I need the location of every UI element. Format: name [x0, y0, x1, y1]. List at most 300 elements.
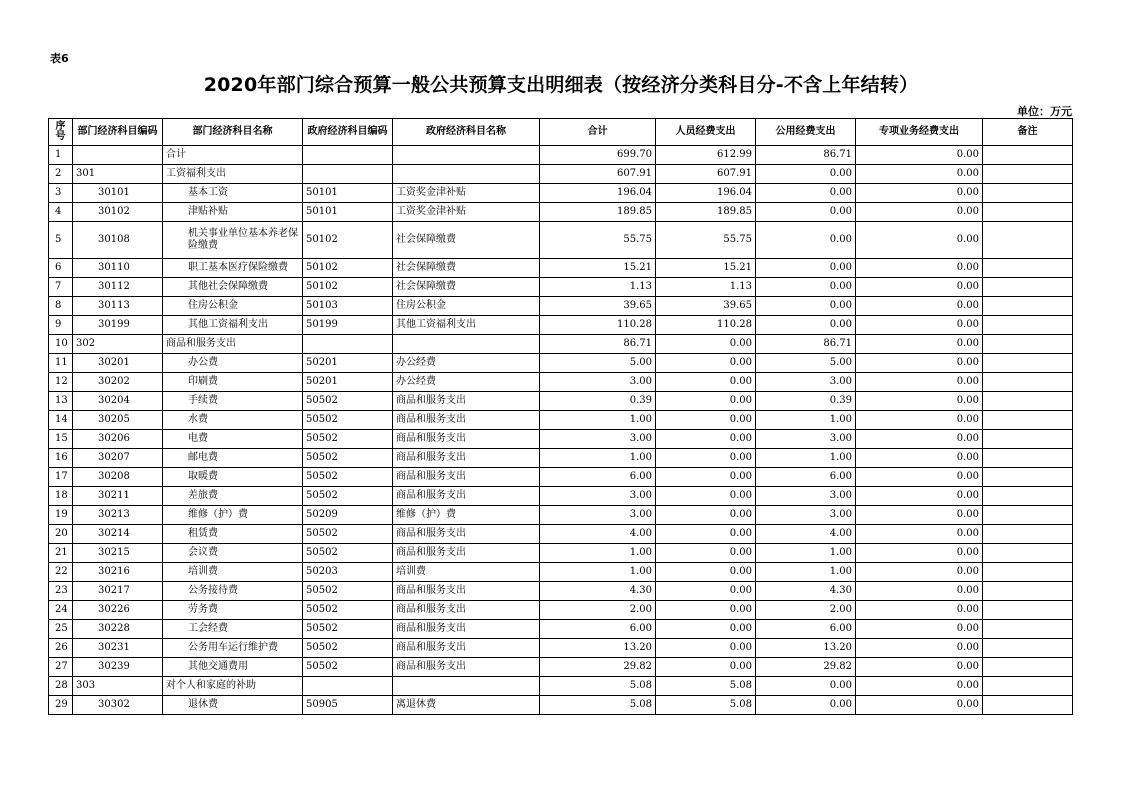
- table-row: [49, 601, 1073, 620]
- cell-special: 0.00: [856, 165, 983, 184]
- cell-dept-name: 其他工资福利支出: [163, 316, 303, 335]
- cell-public: 6.00: [756, 620, 856, 639]
- cell-dept-code: 30216: [73, 563, 163, 582]
- cell-public: 2.00: [756, 601, 856, 620]
- cell-dept-code: 30211: [73, 487, 163, 506]
- cell-personnel: 0.00: [656, 430, 756, 449]
- cell-special: 0.00: [856, 639, 983, 658]
- cell-gov-name: 商品和服务支出: [393, 544, 540, 563]
- cell-note: [983, 411, 1073, 430]
- header-note: 备注: [983, 119, 1073, 146]
- cell-special: 0.00: [856, 354, 983, 373]
- cell-dept-name: 公务用车运行维护费: [163, 639, 303, 658]
- cell-public: 0.00: [756, 278, 856, 297]
- cell-dept-code: 30201: [73, 354, 163, 373]
- cell-dept-code: 30102: [73, 203, 163, 222]
- cell-personnel: 0.00: [656, 411, 756, 430]
- cell-note: [983, 601, 1073, 620]
- cell-dept-code: 30215: [73, 544, 163, 563]
- table-row: [49, 563, 1073, 582]
- cell-seq: 9: [49, 316, 73, 335]
- cell-dept-code: 30207: [73, 449, 163, 468]
- cell-note: [983, 639, 1073, 658]
- cell-dept-name: 商品和服务支出: [163, 335, 303, 354]
- cell-total: 1.00: [540, 411, 656, 430]
- cell-gov-name: 社会保障缴费: [393, 259, 540, 278]
- cell-dept-code: 30110: [73, 259, 163, 278]
- cell-dept-code: 30113: [73, 297, 163, 316]
- cell-public: 1.00: [756, 411, 856, 430]
- cell-gov-code: 50199: [303, 316, 393, 335]
- table-row: [49, 696, 1073, 715]
- cell-special: 0.00: [856, 392, 983, 411]
- cell-personnel: 0.00: [656, 525, 756, 544]
- cell-gov-code: 50502: [303, 658, 393, 677]
- cell-public: 0.00: [756, 316, 856, 335]
- cell-public: 1.00: [756, 563, 856, 582]
- cell-gov-code: 50905: [303, 696, 393, 715]
- cell-personnel: 0.00: [656, 582, 756, 601]
- cell-personnel: 15.21: [656, 259, 756, 278]
- cell-public: 3.00: [756, 506, 856, 525]
- cell-special: 0.00: [856, 582, 983, 601]
- cell-note: [983, 677, 1073, 696]
- cell-dept-code: 301: [73, 165, 163, 184]
- cell-personnel: 0.00: [656, 506, 756, 525]
- cell-dept-name: 对个人和家庭的补助: [163, 677, 303, 696]
- page-title: 2020年部门综合预算一般公共预算支出明细表（按经济分类科目分-不含上年结转）: [203, 74, 919, 96]
- cell-note: [983, 582, 1073, 601]
- cell-dept-name: 职工基本医疗保险缴费: [163, 259, 303, 278]
- cell-note: [983, 563, 1073, 582]
- cell-gov-name: 商品和服务支出: [393, 601, 540, 620]
- cell-gov-code: [303, 677, 393, 696]
- table-row: [49, 677, 1073, 696]
- cell-note: [983, 146, 1073, 165]
- cell-special: 0.00: [856, 620, 983, 639]
- cell-total: 1.00: [540, 449, 656, 468]
- table-row: [49, 449, 1073, 468]
- cell-gov-name: 住房公积金: [393, 297, 540, 316]
- cell-gov-code: 50502: [303, 639, 393, 658]
- cell-public: 3.00: [756, 487, 856, 506]
- cell-public: 0.00: [756, 222, 856, 259]
- table-row: [49, 222, 1073, 259]
- cell-total: 2.00: [540, 601, 656, 620]
- header-seq: 序号: [49, 119, 73, 146]
- table-row: [49, 411, 1073, 430]
- table-row: [49, 354, 1073, 373]
- cell-total: 189.85: [540, 203, 656, 222]
- cell-gov-name: 工资奖金津补贴: [393, 203, 540, 222]
- header-dept-name: 部门经济科目名称: [163, 119, 303, 146]
- table-row: [49, 506, 1073, 525]
- header-dept-code: 部门经济科目编码: [73, 119, 163, 146]
- cell-gov-name: [393, 146, 540, 165]
- cell-personnel: 55.75: [656, 222, 756, 259]
- cell-special: 0.00: [856, 278, 983, 297]
- cell-dept-name: 手续费: [163, 392, 303, 411]
- cell-public: 0.00: [756, 297, 856, 316]
- cell-total: 5.08: [540, 696, 656, 715]
- cell-seq: 25: [49, 620, 73, 639]
- cell-dept-code: 30228: [73, 620, 163, 639]
- cell-seq: 26: [49, 639, 73, 658]
- cell-gov-name: 商品和服务支出: [393, 392, 540, 411]
- table-row: [49, 639, 1073, 658]
- cell-total: 29.82: [540, 658, 656, 677]
- cell-dept-code: [73, 146, 163, 165]
- cell-gov-name: 培训费: [393, 563, 540, 582]
- cell-gov-code: 50101: [303, 184, 393, 203]
- header-special: 专项业务经费支出: [856, 119, 983, 146]
- cell-public: 4.30: [756, 582, 856, 601]
- cell-personnel: 0.00: [656, 335, 756, 354]
- cell-personnel: 0.00: [656, 601, 756, 620]
- cell-public: 13.20: [756, 639, 856, 658]
- cell-seq: 8: [49, 297, 73, 316]
- table-row: [49, 487, 1073, 506]
- cell-note: [983, 354, 1073, 373]
- cell-special: 0.00: [856, 203, 983, 222]
- cell-gov-name: [393, 165, 540, 184]
- cell-gov-name: 商品和服务支出: [393, 525, 540, 544]
- cell-seq: 12: [49, 373, 73, 392]
- table-row: [49, 278, 1073, 297]
- cell-note: [983, 696, 1073, 715]
- cell-note: [983, 278, 1073, 297]
- cell-gov-name: 商品和服务支出: [393, 468, 540, 487]
- cell-gov-name: 商品和服务支出: [393, 449, 540, 468]
- cell-dept-name: 取暖费: [163, 468, 303, 487]
- cell-gov-name: [393, 335, 540, 354]
- cell-special: 0.00: [856, 601, 983, 620]
- cell-public: 6.00: [756, 468, 856, 487]
- cell-note: [983, 259, 1073, 278]
- cell-gov-name: 工资奖金津补贴: [393, 184, 540, 203]
- cell-dept-code: 30239: [73, 658, 163, 677]
- table-row: [49, 544, 1073, 563]
- table-row: [49, 335, 1073, 354]
- cell-total: 699.70: [540, 146, 656, 165]
- cell-gov-code: 50502: [303, 525, 393, 544]
- table-row: [49, 392, 1073, 411]
- cell-gov-name: [393, 677, 540, 696]
- cell-dept-code: 30202: [73, 373, 163, 392]
- cell-gov-name: 离退休费: [393, 696, 540, 715]
- cell-seq: 27: [49, 658, 73, 677]
- cell-public: 0.00: [756, 165, 856, 184]
- cell-gov-name: 商品和服务支出: [393, 620, 540, 639]
- cell-public: 5.00: [756, 354, 856, 373]
- cell-note: [983, 525, 1073, 544]
- header-gov-code: 政府经济科目编码: [303, 119, 393, 146]
- cell-total: 0.39: [540, 392, 656, 411]
- cell-note: [983, 373, 1073, 392]
- cell-special: 0.00: [856, 563, 983, 582]
- cell-public: 0.00: [756, 677, 856, 696]
- cell-dept-name: 水费: [163, 411, 303, 430]
- cell-total: 4.00: [540, 525, 656, 544]
- cell-seq: 29: [49, 696, 73, 715]
- cell-total: 3.00: [540, 506, 656, 525]
- cell-public: 1.00: [756, 544, 856, 563]
- cell-seq: 20: [49, 525, 73, 544]
- cell-special: 0.00: [856, 449, 983, 468]
- cell-personnel: 196.04: [656, 184, 756, 203]
- budget-table: [48, 118, 1073, 715]
- cell-public: 0.00: [756, 203, 856, 222]
- cell-gov-code: 50502: [303, 620, 393, 639]
- cell-seq: 17: [49, 468, 73, 487]
- cell-seq: 28: [49, 677, 73, 696]
- cell-personnel: 612.99: [656, 146, 756, 165]
- cell-personnel: 0.00: [656, 354, 756, 373]
- cell-gov-name: 社会保障缴费: [393, 222, 540, 259]
- cell-note: [983, 222, 1073, 259]
- cell-seq: 6: [49, 259, 73, 278]
- cell-personnel: 110.28: [656, 316, 756, 335]
- cell-note: [983, 620, 1073, 639]
- cell-note: [983, 544, 1073, 563]
- cell-dept-name: 办公费: [163, 354, 303, 373]
- cell-dept-name: 工会经费: [163, 620, 303, 639]
- cell-public: 29.82: [756, 658, 856, 677]
- cell-gov-code: 50203: [303, 563, 393, 582]
- cell-public: 3.00: [756, 430, 856, 449]
- cell-special: 0.00: [856, 430, 983, 449]
- cell-total: 4.30: [540, 582, 656, 601]
- cell-dept-name: 劳务费: [163, 601, 303, 620]
- cell-seq: 11: [49, 354, 73, 373]
- table-row: [49, 184, 1073, 203]
- cell-seq: 4: [49, 203, 73, 222]
- cell-special: 0.00: [856, 146, 983, 165]
- cell-special: 0.00: [856, 411, 983, 430]
- table-label: 表6: [50, 52, 69, 65]
- cell-dept-code: 302: [73, 335, 163, 354]
- cell-seq: 19: [49, 506, 73, 525]
- table-body: [49, 146, 1073, 715]
- cell-note: [983, 165, 1073, 184]
- cell-note: [983, 203, 1073, 222]
- unit-label: 单位：万元: [1017, 105, 1072, 118]
- cell-gov-code: 50502: [303, 601, 393, 620]
- cell-public: 0.39: [756, 392, 856, 411]
- cell-special: 0.00: [856, 468, 983, 487]
- cell-seq: 15: [49, 430, 73, 449]
- cell-seq: 5: [49, 222, 73, 259]
- cell-personnel: 0.00: [656, 449, 756, 468]
- header-personnel: 人员经费支出: [656, 119, 756, 146]
- table-row: [49, 259, 1073, 278]
- table-row: [49, 430, 1073, 449]
- cell-total: 196.04: [540, 184, 656, 203]
- cell-gov-code: 50209: [303, 506, 393, 525]
- cell-total: 1.13: [540, 278, 656, 297]
- cell-special: 0.00: [856, 335, 983, 354]
- cell-dept-name: 电费: [163, 430, 303, 449]
- cell-gov-name: 维修（护）费: [393, 506, 540, 525]
- cell-dept-name: 租赁费: [163, 525, 303, 544]
- cell-personnel: 5.08: [656, 696, 756, 715]
- cell-total: 5.08: [540, 677, 656, 696]
- cell-dept-name: 差旅费: [163, 487, 303, 506]
- cell-gov-code: 50102: [303, 259, 393, 278]
- cell-dept-name: 印刷费: [163, 373, 303, 392]
- cell-public: 3.00: [756, 373, 856, 392]
- cell-seq: 1: [49, 146, 73, 165]
- cell-gov-code: 50502: [303, 487, 393, 506]
- cell-personnel: 0.00: [656, 563, 756, 582]
- cell-dept-code: 30206: [73, 430, 163, 449]
- cell-public: 4.00: [756, 525, 856, 544]
- cell-total: 39.65: [540, 297, 656, 316]
- cell-gov-code: 50502: [303, 392, 393, 411]
- cell-seq: 18: [49, 487, 73, 506]
- cell-note: [983, 449, 1073, 468]
- cell-special: 0.00: [856, 544, 983, 563]
- cell-special: 0.00: [856, 297, 983, 316]
- cell-gov-code: 50502: [303, 468, 393, 487]
- cell-seq: 22: [49, 563, 73, 582]
- cell-dept-name: 会议费: [163, 544, 303, 563]
- cell-total: 607.91: [540, 165, 656, 184]
- cell-dept-code: 30214: [73, 525, 163, 544]
- table-row: [49, 582, 1073, 601]
- cell-gov-name: 商品和服务支出: [393, 430, 540, 449]
- cell-personnel: 1.13: [656, 278, 756, 297]
- cell-personnel: 0.00: [656, 658, 756, 677]
- table-row: [49, 373, 1073, 392]
- cell-personnel: 0.00: [656, 373, 756, 392]
- table-row: [49, 525, 1073, 544]
- cell-special: 0.00: [856, 487, 983, 506]
- table-row: [49, 146, 1073, 165]
- cell-special: 0.00: [856, 696, 983, 715]
- cell-special: 0.00: [856, 677, 983, 696]
- cell-dept-code: 30208: [73, 468, 163, 487]
- cell-seq: 3: [49, 184, 73, 203]
- header-row: [49, 119, 1073, 146]
- cell-dept-name: 维修（护）费: [163, 506, 303, 525]
- cell-note: [983, 487, 1073, 506]
- cell-seq: 21: [49, 544, 73, 563]
- cell-dept-name: 工资福利支出: [163, 165, 303, 184]
- header-gov-name: 政府经济科目名称: [393, 119, 540, 146]
- cell-dept-name: 培训费: [163, 563, 303, 582]
- cell-seq: 10: [49, 335, 73, 354]
- cell-public: 1.00: [756, 449, 856, 468]
- cell-special: 0.00: [856, 316, 983, 335]
- cell-total: 3.00: [540, 430, 656, 449]
- cell-seq: 7: [49, 278, 73, 297]
- cell-public: 86.71: [756, 146, 856, 165]
- cell-dept-name: 邮电费: [163, 449, 303, 468]
- cell-gov-code: 50502: [303, 430, 393, 449]
- cell-dept-code: 30199: [73, 316, 163, 335]
- cell-dept-name: 住房公积金: [163, 297, 303, 316]
- cell-gov-code: 50502: [303, 449, 393, 468]
- cell-note: [983, 184, 1073, 203]
- cell-total: 1.00: [540, 563, 656, 582]
- cell-public: 0.00: [756, 184, 856, 203]
- cell-gov-code: 50101: [303, 203, 393, 222]
- cell-special: 0.00: [856, 184, 983, 203]
- cell-dept-code: 303: [73, 677, 163, 696]
- table-row: [49, 658, 1073, 677]
- cell-dept-name: 机关事业单位基本养老保险缴费: [163, 222, 303, 259]
- cell-gov-name: 商品和服务支出: [393, 582, 540, 601]
- cell-dept-name: 合计: [163, 146, 303, 165]
- cell-seq: 2: [49, 165, 73, 184]
- cell-personnel: 607.91: [656, 165, 756, 184]
- cell-gov-code: 50201: [303, 354, 393, 373]
- cell-special: 0.00: [856, 525, 983, 544]
- cell-personnel: 0.00: [656, 544, 756, 563]
- cell-seq: 16: [49, 449, 73, 468]
- cell-seq: 24: [49, 601, 73, 620]
- cell-personnel: 39.65: [656, 297, 756, 316]
- cell-total: 3.00: [540, 373, 656, 392]
- cell-dept-code: 30101: [73, 184, 163, 203]
- cell-seq: 23: [49, 582, 73, 601]
- cell-special: 0.00: [856, 373, 983, 392]
- cell-personnel: 189.85: [656, 203, 756, 222]
- header-total: 合计: [540, 119, 656, 146]
- cell-dept-code: 30231: [73, 639, 163, 658]
- cell-total: 15.21: [540, 259, 656, 278]
- cell-gov-name: 办公经费: [393, 354, 540, 373]
- cell-total: 55.75: [540, 222, 656, 259]
- cell-dept-code: 30302: [73, 696, 163, 715]
- cell-note: [983, 468, 1073, 487]
- cell-dept-code: 30204: [73, 392, 163, 411]
- cell-total: 6.00: [540, 620, 656, 639]
- cell-note: [983, 506, 1073, 525]
- cell-personnel: 0.00: [656, 392, 756, 411]
- cell-total: 6.00: [540, 468, 656, 487]
- table-row: [49, 203, 1073, 222]
- cell-dept-name: 其他交通费用: [163, 658, 303, 677]
- header-public: 公用经费支出: [756, 119, 856, 146]
- cell-gov-name: 其他工资福利支出: [393, 316, 540, 335]
- cell-dept-name: 津贴补贴: [163, 203, 303, 222]
- cell-dept-name: 公务接待费: [163, 582, 303, 601]
- cell-personnel: 0.00: [656, 487, 756, 506]
- cell-gov-name: 社会保障缴费: [393, 278, 540, 297]
- cell-note: [983, 335, 1073, 354]
- cell-public: 86.71: [756, 335, 856, 354]
- cell-gov-name: 商品和服务支出: [393, 411, 540, 430]
- cell-dept-code: 30213: [73, 506, 163, 525]
- cell-dept-code: 30226: [73, 601, 163, 620]
- cell-total: 1.00: [540, 544, 656, 563]
- cell-dept-code: 30108: [73, 222, 163, 259]
- cell-total: 3.00: [540, 487, 656, 506]
- cell-gov-code: 50502: [303, 582, 393, 601]
- cell-seq: 14: [49, 411, 73, 430]
- cell-gov-name: 商品和服务支出: [393, 639, 540, 658]
- cell-gov-code: [303, 165, 393, 184]
- cell-dept-name: 退休费: [163, 696, 303, 715]
- cell-note: [983, 316, 1073, 335]
- table-row: [49, 316, 1073, 335]
- cell-gov-name: 办公经费: [393, 373, 540, 392]
- cell-dept-code: 30217: [73, 582, 163, 601]
- cell-personnel: 0.00: [656, 620, 756, 639]
- cell-personnel: 0.00: [656, 468, 756, 487]
